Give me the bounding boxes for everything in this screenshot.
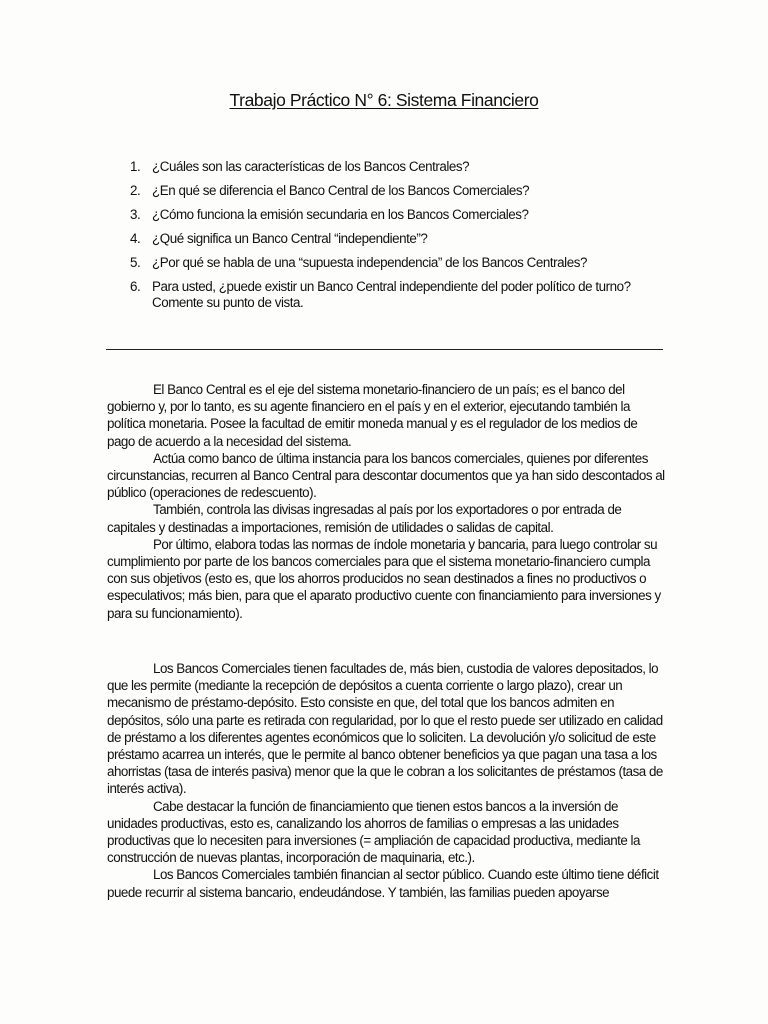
question-number: 5. xyxy=(130,255,141,270)
question-number: 1. xyxy=(130,159,141,174)
question-number: 4. xyxy=(130,231,141,246)
document-title: Trabajo Práctico N° 6: Sistema Financiero xyxy=(229,90,539,110)
paragraph: Los Bancos Comerciales también financian al sector público. Cuando este último tiene déficit puede recurrir al sistema bancario, endeudándose. Y también, las familias pueden apoyarse xyxy=(107,867,659,900)
question-text: ¿Por qué se habla de una “supuesta independencia” de los Bancos Centrales? xyxy=(152,255,587,270)
question-text: ¿Qué significa un Banco Central “independiente”? xyxy=(152,231,428,246)
paragraph: Por último, elabora todas las normas de índole monetaria y bancaria, para luego controlar su cumplimiento por parte de los bancos comerciales para que el sistema monetario-financiero cumpla con sus objetivos (esto es, que los ahorros producidos no sean destinados a fines no productivos o especulativos; más bien, para que el aparato productivo cuente con financiamiento para inversiones y para su funcionamiento). xyxy=(107,536,661,621)
paragraph: Los Bancos Comerciales tienen facultades de, más bien, custodia de valores depositados, lo que les permite (mediante la recepción de depósitos a cuenta corriente o largo plazo), crear un mecanismo de préstamo-depósito. Esto consiste en que, del total que los bancos admiten en depósitos, sólo una parte es retirada con regularidad, por lo que el resto puede ser utilizado en calidad de préstamo a los diferentes agentes económicos que lo soliciten. La devolución y/o solicitud de este préstamo acarrea un interés, que le permite al banco obtener beneficios ya que pagan una tasa a los ahorristas (tasa de interés pasiva) menor que la que le cobran a los solicitantes de préstamos (tasa de interés activa). xyxy=(107,661,663,797)
paragraph: También, controla las divisas ingresadas al país por los exportadores o por entrada de capitales y destinadas a importaciones, remisión de utilidades o salidas de capital. xyxy=(107,502,622,535)
question-item xyxy=(130,159,670,175)
question-text: ¿En qué se diferencia el Banco Central de los Bancos Comerciales? xyxy=(152,183,530,198)
question-text: ¿Cómo funciona la emisión secundaria en los Bancos Comerciales? xyxy=(152,207,529,222)
commercial-bank-section xyxy=(107,660,667,901)
question-number: 3. xyxy=(130,207,141,222)
paragraph: Actúa como banco de última instancia para los bancos comerciales, quienes por diferentes circunstancias, recurren al Banco Central para descontar documentos que ya han sido descontados al público (operaciones de redescuento). xyxy=(107,450,665,501)
question-list xyxy=(130,159,670,319)
central-bank-section xyxy=(107,381,667,622)
question-item xyxy=(130,231,670,247)
paragraph: El Banco Central es el eje del sistema monetario-financiero de un país; es el banco del gobierno y, por lo tanto, es su agente financiero en el país y en el exterior, ejecutando también la política monetaria. Posee la facultad de emitir moneda manual y es el regulador de los medios de pago de acuerdo a la necesidad del sistema. xyxy=(107,382,638,449)
question-item xyxy=(130,255,670,271)
question-number: 6. xyxy=(130,279,141,294)
question-item xyxy=(130,279,670,311)
question-item xyxy=(130,207,670,223)
question-item xyxy=(130,183,670,199)
question-text: Para usted, ¿puede existir un Banco Central independiente del poder político de turno? Comente su punto de vista. xyxy=(152,279,631,310)
question-text: ¿Cuáles son las características de los Bancos Centrales? xyxy=(152,159,470,174)
section-divider xyxy=(106,349,663,350)
question-number: 2. xyxy=(130,183,141,198)
paragraph: Cabe destacar la función de financiamiento que tienen estos bancos a la inversión de unidades productivas, esto es, canalizando los ahorros de familias o empresas a las unidades productivas que lo necesiten para inversiones (= ampliación de capacidad productiva, mediante la construcción de nuevas plantas, incorporación de maquinaria, etc.). xyxy=(107,798,640,866)
